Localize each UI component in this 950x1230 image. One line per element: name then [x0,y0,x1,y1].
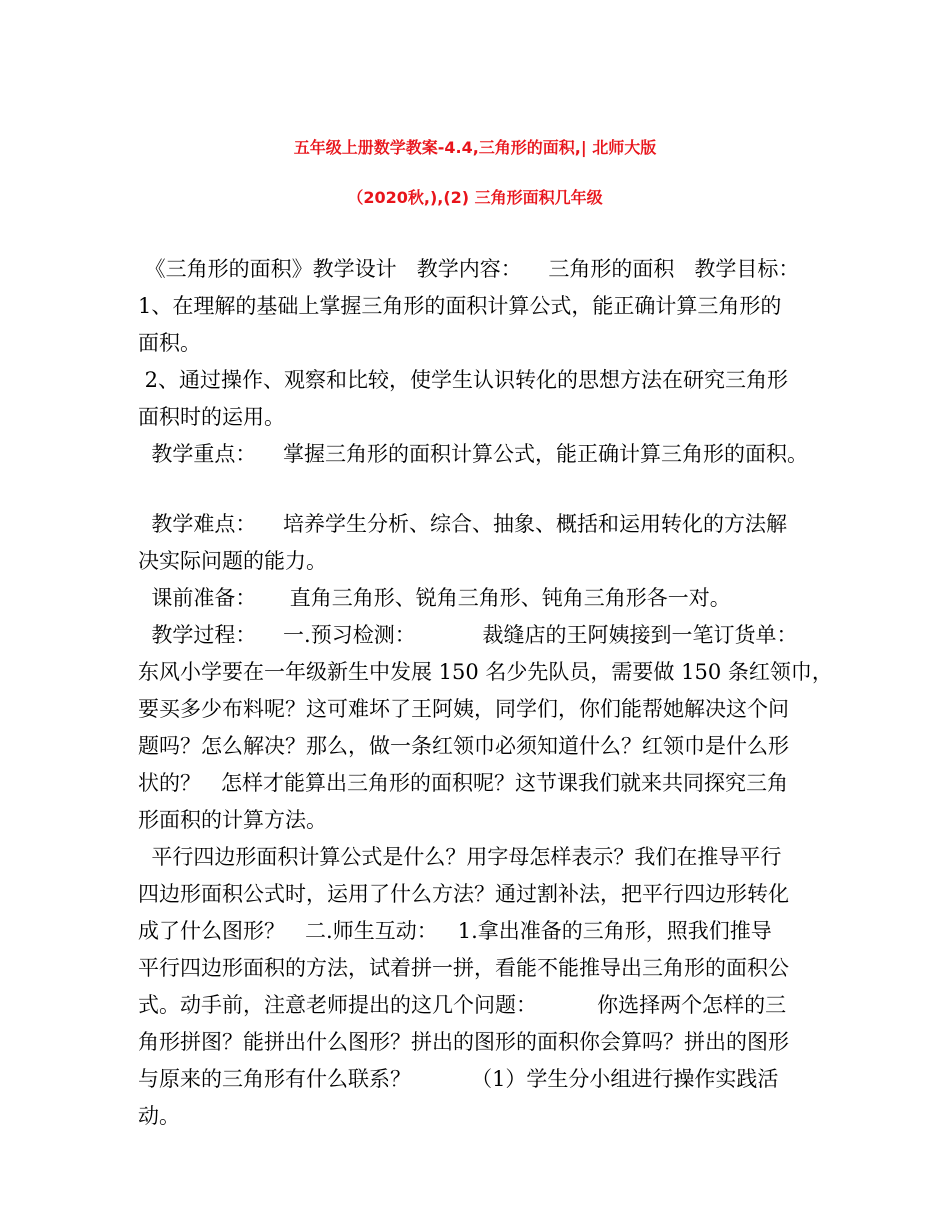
body-line: 要买多少布料呢？这可难坏了王阿姨，同学们，你们能帮她解决这个问 [138,697,789,721]
body-line: 2、通过操作、观察和比较，使学生认识转化的思想方法在研究三角形 [138,368,789,392]
body-line: 与原来的三角形有什么联系？ （1）学生分小组进行操作实践活 [138,1067,779,1091]
body-line: 成了什么图形？ 二.师生互动： 1.拿出准备的三角形，照我们推导 [138,919,772,943]
body-line: 课前准备： 直角三角形、锐角三角形、钝角三角形各一对。 [138,586,731,610]
body-line: 平行四边形面积的方法，试着拼一拼，看能不能推导出三角形的面积公 [138,956,789,980]
body-line: 《三角形的面积》教学设计 教学内容： 三角形的面积 教学目标： [138,257,800,281]
body-line: 教学难点： 培养学生分析、综合、抽象、概括和运用转化的方法解 [138,512,788,536]
body-line: 东风小学要在一年级新生中发展 150 名少先队员，需要做 150 条红领巾， [138,660,833,684]
body-line: 教学过程： 一.预习检测： 裁缝店的王阿姨接到一笔订货单： [138,623,798,647]
body-line: 面积。 [138,331,201,355]
body-line: 四边形面积公式时，运用了什么方法？通过割补法，把平行四边形转化 [138,882,789,906]
body-line: 题吗？怎么解决？那么，做一条红领巾必须知道什么？红领巾是什么形 [138,734,789,758]
document-title-line-2: （2020秋,),(2) 三角形面积几年级 [347,188,603,207]
body-line: 决实际问题的能力。 [138,549,327,573]
body-line: 面积时的运用。 [138,405,285,429]
body-line: 式。动手前，注意老师提出的这几个问题： 你选择两个怎样的三 [138,993,787,1017]
body-line: 角形拼图？能拼出什么图形？拼出的图形的面积你会算吗？拼出的图形 [138,1030,789,1054]
body-line: 教学重点： 掌握三角形的面积计算公式，能正确计算三角形的面积。 [138,442,809,466]
body-line: 平行四边形面积计算公式是什么？用字母怎样表示？我们在推导平行 [138,845,782,869]
body-line: 状的？ 怎样才能算出三角形的面积呢？这节课我们就来共同探究三角 [138,771,789,795]
body-line: 动。 [138,1104,180,1128]
body-line: 1、在理解的基础上掌握三角形的面积计算公式，能正确计算三角形的 [138,294,782,318]
document-title-line-1: 五年级上册数学教案-4.4,三角形的面积,| 北师大版 [293,138,657,157]
body-line: 形面积的计算方法。 [138,808,327,832]
